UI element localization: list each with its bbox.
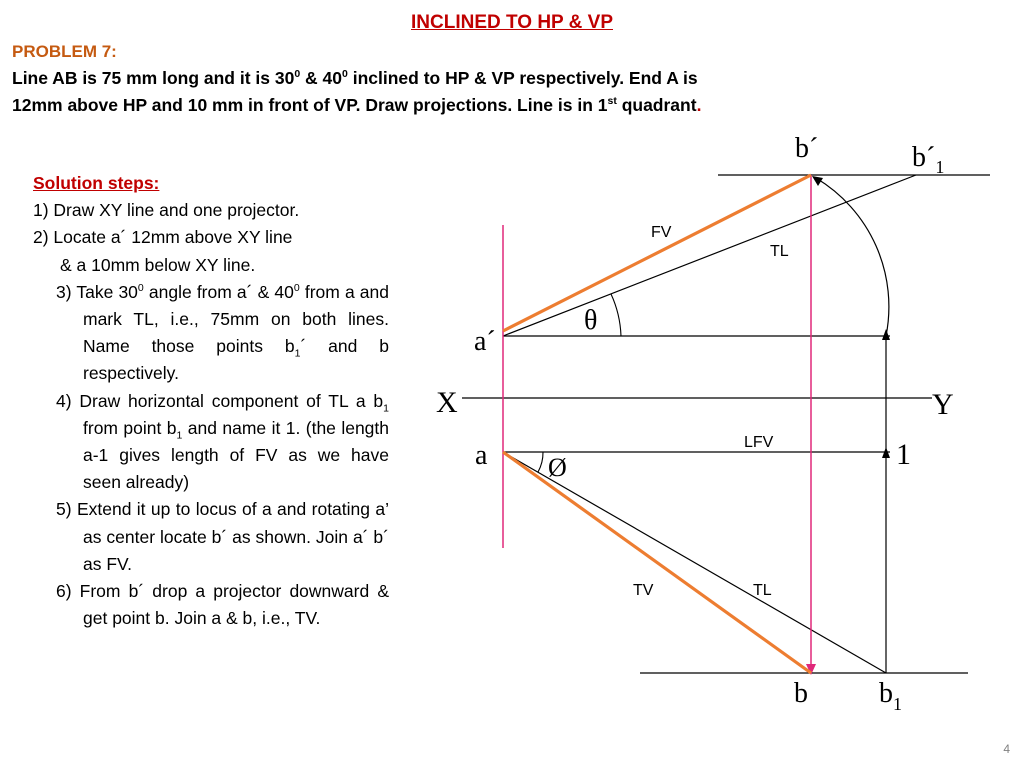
- step-1: 1) Draw XY line and one projector.: [33, 200, 300, 221]
- steps-heading: Solution steps:: [33, 173, 160, 193]
- label-b1-sub: 1: [893, 694, 902, 714]
- theta-arc: [611, 294, 621, 336]
- label-b1-prime: [912, 142, 944, 177]
- label-a-prime: a´: [474, 326, 496, 357]
- step-text: 3) Take 30: [56, 281, 138, 302]
- label-fv: FV: [651, 224, 672, 241]
- problem-text: Line AB is 75 mm long and it is 30: [12, 68, 295, 88]
- label-b1-prime-main: b´: [912, 142, 936, 173]
- label-tv: TV: [633, 582, 654, 599]
- true-length-line-bottom: [503, 452, 886, 673]
- step-2-continued: & a 10mm below XY line.: [60, 254, 256, 275]
- problem-text: inclined to HP & VP respectively. End A is: [347, 68, 698, 88]
- rotation-arc: [816, 178, 889, 336]
- label-b1: [879, 678, 902, 714]
- front-view-line: [503, 175, 811, 331]
- step-5: 5) Extend it up to locus of a and rotating a’ as center locate b´ as shown. Join a´ b´ as FV.: [56, 499, 389, 574]
- phi-arc: [538, 452, 543, 472]
- step-2: 2) Locate a´ 12mm above XY line: [33, 227, 293, 248]
- problem-label: PROBLEM 7:: [12, 42, 117, 61]
- step-text: and name it 1. (the length a-1 gives length of FV as we have seen already): [83, 417, 390, 493]
- label-b-prime: b´: [795, 133, 819, 164]
- slide-title: INCLINED TO HP & VP: [411, 12, 613, 33]
- top-view-line: [503, 452, 811, 673]
- problem-text: 12mm above HP and 10 mm in front of VP. Draw projections. Line is in 1: [12, 95, 608, 115]
- subscript: 1: [383, 402, 389, 415]
- label-phi: Ø: [548, 453, 567, 482]
- subscript: 1: [176, 429, 183, 442]
- label-b: b: [794, 678, 808, 709]
- problem-period: .: [696, 95, 702, 115]
- step-text: from a and mark TL, i.e., 75mm on both lines. Name those points b: [83, 281, 389, 357]
- label-b1-main: b: [879, 678, 893, 709]
- label-one: 1: [896, 438, 911, 471]
- page-number: 4: [1003, 742, 1010, 756]
- label-b1-prime-sub: 1: [935, 157, 945, 177]
- label-a: a: [475, 440, 488, 471]
- step-text: angle from a´ & 40: [143, 281, 294, 302]
- superscript: 0: [342, 68, 348, 81]
- step-6: 6) From b´ drop a projector downward & get point b. Join a & b, i.e., TV.: [56, 581, 389, 629]
- superscript: 0: [294, 68, 301, 81]
- step-text: 4) Draw horizontal component of TL a b: [56, 390, 384, 411]
- problem-text: quadrant: [616, 95, 697, 115]
- superscript: 0: [137, 281, 144, 294]
- step-text: ´ and b respectively.: [83, 336, 389, 384]
- superscript: 0: [293, 281, 300, 294]
- problem-text: & 40: [300, 68, 343, 88]
- label-lfv: LFV: [744, 434, 774, 451]
- subscript: 1: [294, 347, 301, 360]
- true-length-line-top: [503, 175, 916, 336]
- superscript: st: [607, 95, 617, 108]
- label-x: X: [436, 386, 458, 419]
- label-tl-top: TL: [770, 243, 789, 260]
- label-theta: θ: [584, 305, 598, 336]
- label-tl-bottom: TL: [753, 582, 772, 599]
- label-y: Y: [932, 388, 954, 421]
- step-text: from point b: [83, 417, 177, 438]
